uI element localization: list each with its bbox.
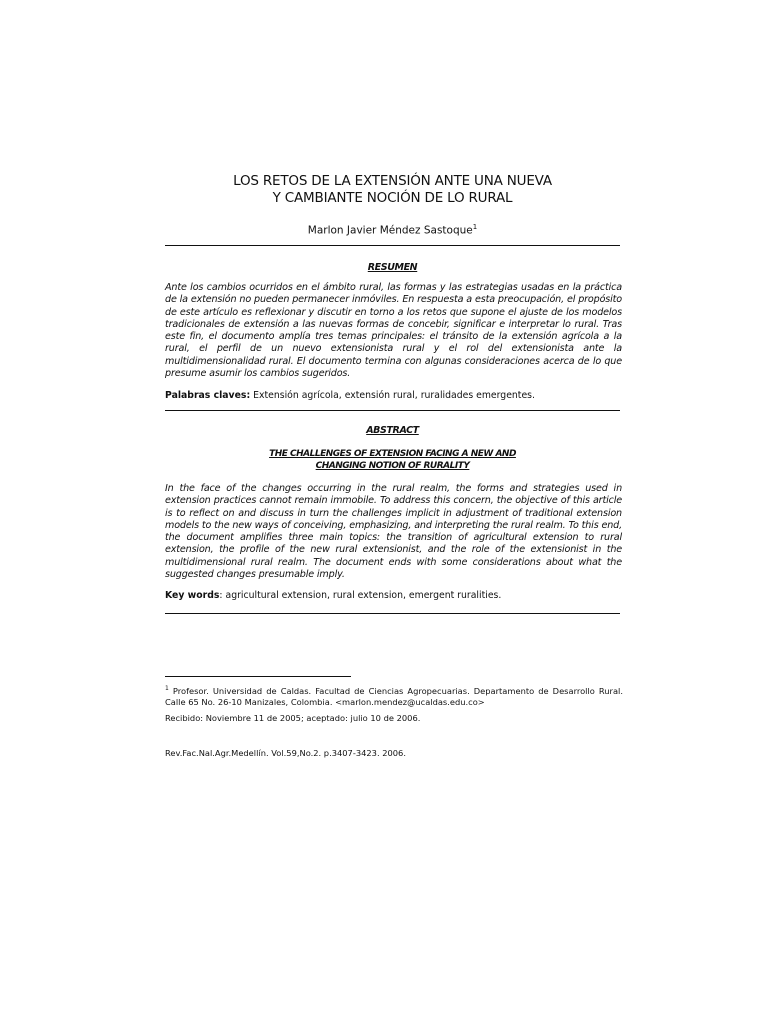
abstract-keywords [165, 590, 622, 602]
article-title [165, 173, 620, 207]
journal-citation: Rev.Fac.Nal.Agr.Medellín. Vol.59,No.2. p.3407-3423. 2006. [165, 748, 406, 758]
abstract-heading: ABSTRACT [366, 425, 419, 436]
author-name: Marlon Javier Méndez Sastoque [307, 224, 473, 237]
divider-top [165, 245, 620, 246]
abstract-text: In the face of the changes occurring in the rural realm, the forms and strategies used in extension practices cannot remain immobile. To address this concern, the objective of this article is to reflect on and discuss in turn the challenges implicit in adjustment of traditional extension models to the new ways of conceiving, emphasizing, and interpreting the rural realm. To this end, the document amplifies three main topics: the transition of agricultural extension to rural extension, the profile of the new rural extensionist, and the role of the extensionist in the multidimensional rural realm. The document ends with some considerations about what the suggested changes presumable imply. [165, 483, 622, 581]
divider-abstract [165, 613, 620, 614]
title-line-1: LOS RETOS DE LA EXTENSIÓN ANTE UNA NUEVA [233, 173, 552, 189]
resumen-text: Ante los cambios ocurridos en el ámbito rural, las formas y las estrategias usadas en la práctica de la extensión no pueden permanecer inmóviles. En respuesta a esta preocupación, el propósito de este artículo es reflexionar y discutir en torno a los retos que supone el ajuste de los modelos tradicionales de extensión a las nuevas formas de concebir, significar e interpretar lo rural. Tras este fin, el documento amplía tres temas principales: el tránsito de la extensión agrícola a la rural, el perfil de un nuevo extensionista rural y el rol del extensionista ante la multidimensionalidad rural. El documento termina con algunas consideraciones acerca de lo que presume asumir los cambios sugeridos. [165, 282, 622, 380]
footnote-affiliation-text: Profesor. Universidad de Caldas. Facultad de Ciencias Agropecuarias. Departamento de Desarrollo Rural. Calle 65 No. 26-10 Manizales, Colombia. <marlon.mendez@ucaldas.edu.co> [165, 685, 623, 708]
footnote-mark: 1 [165, 685, 169, 692]
author-footnote-mark: 1 [472, 223, 478, 231]
footnote-affiliation [165, 683, 623, 709]
title-line-2: Y CAMBIANTE NOCIÓN DE LO RURAL [272, 190, 513, 206]
resumen-keywords [165, 390, 622, 402]
resumen-heading: RESUMEN [367, 262, 418, 273]
abstract-title [165, 449, 620, 472]
key-words-value: : agricultural extension, rural extension, emergent ruralities. [219, 590, 502, 601]
abstract-title-line-2: CHANGING NOTION OF RURALITY [315, 460, 470, 471]
palabras-claves-label: Palabras claves: [165, 390, 251, 401]
received-date: Recibido: Noviembre 11 de 2005; aceptado: julio 10 de 2006. [165, 713, 421, 723]
divider-resumen [165, 410, 620, 411]
author-line [165, 220, 620, 238]
palabras-claves-value: Extensión agrícola, extensión rural, ruralidades emergentes. [250, 390, 535, 401]
abstract-title-line-1: THE CHALLENGES OF EXTENSION FACING A NEW AND [269, 449, 516, 459]
footnote-rule [165, 676, 351, 677]
key-words-label: Key words [165, 590, 220, 601]
